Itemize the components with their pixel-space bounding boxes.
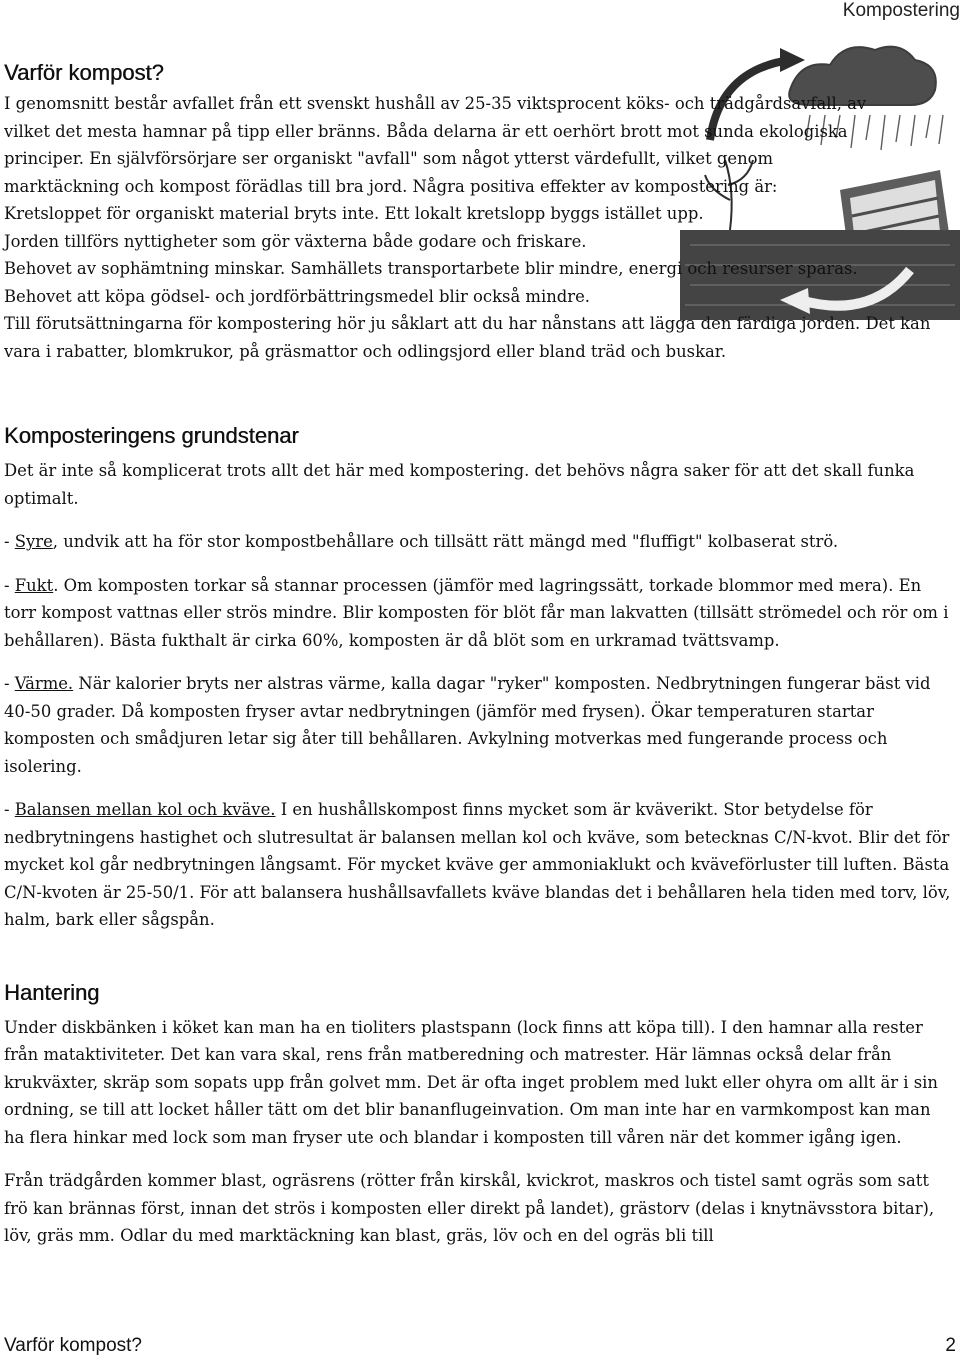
term-cn-balance: Balansen mellan kol och kväve. bbox=[14, 800, 276, 819]
item-text: . Om komposten torkar så stannar processen (jämför med lagringssätt, torkade blommor med mera). En torr kompost vattnas eller strös mindre. Blir komposten för blöt får man lakvatten (tillsätt strömedel och rör om i behållaren). Bästa fukthalt är cirka 60%, komposten är då blöt som en urkramad tvättsvamp. bbox=[4, 575, 949, 650]
why-closing: Till förutsättningarna för kompostering hör ju såklart att du har nånstans att lägga den färdiga jorden. Det kan vara i rabatter, blomkrukor, på gräsmattor och odlingsjord eller bland träd och buskar. bbox=[4, 314, 931, 361]
why-line: Behovet av sophämtning minskar. Samhällets transportarbete blir mindre, energi och resurser sparas. bbox=[4, 259, 858, 278]
basics-item-moisture bbox=[4, 572, 954, 655]
page-number: 2 bbox=[945, 1335, 956, 1356]
why-line: principer. En självförsörjare ser organiskt "avfall" som något ytterst värdefullt, vilket genom bbox=[4, 149, 774, 168]
handling-paragraph: Under diskbänken i köket kan man ha en tioliters plastspann (lock finns att köpa till). I den hamnar alla rester från mataktiviteter. Det kan vara skal, rens från matberedning och matrester. Här lämnas också delar från krukväxter, skräp som sopats upp från golvet mm. Det är ofta inget problem med lukt eller ohyra om allt är i sin ordning, se till att locket håller tätt om det blir bananflugeinvation. Om man inte har en varmkompost kan man ha flera hinkar med lock som man fryser ute och blandar i komposten till våren när det kommer igång igen. bbox=[4, 1017, 938, 1147]
page-content bbox=[4, 60, 954, 1250]
basics-item-cn-balance bbox=[4, 796, 954, 934]
item-prefix: - bbox=[4, 532, 15, 551]
basics-item-heat bbox=[4, 670, 954, 780]
item-text: I en hushållskompost finns mycket som är kväverikt. Stor betydelse för nedbrytningens hastighet och slutresultat är balansen mellan kol och kväve, som betecknas C/N-kvot. Blir det för mycket kol går nedbrytningen långsamt. För mycket kväve ger ammoniaklukt och kväveförluster till luften. Bästa C/N-kvoten är 25-50/1. För att balansera hushållsavfallets kväve blandas det i behållaren hela tiden med torv, löv, halm, bark eller sågspån. bbox=[4, 800, 951, 929]
basics-intro: Det är inte så komplicerat trots allt det här med kompostering. det behövs några saker för att det skall funka optimalt. bbox=[4, 461, 915, 508]
why-line: I genomsnitt består avfallet från ett svenskt hushåll av 25-35 viktsprocent köks- och trädgårdsavfall, av bbox=[4, 94, 867, 113]
basics-item-oxygen bbox=[4, 528, 954, 556]
item-text: När kalorier bryts ner alstras värme, kalla dagar "ryker" komposten. Nedbrytningen fungerar bäst vid 40-50 grader. Då komposten fryser avtar nedbrytningen (jämför med frysen). Ökar temperaturen startar komposten och smådjuren letar sig åter till behållaren. Avkylning motverkas med fungerande process och isolering. bbox=[4, 674, 931, 776]
why-line: Behovet att köpa gödsel- och jordförbättringsmedel blir också mindre. bbox=[4, 286, 591, 306]
footer-section-label: Varför kompost? bbox=[4, 1335, 142, 1356]
item-prefix: - bbox=[4, 674, 15, 693]
term-moisture: Fukt bbox=[14, 575, 54, 595]
section-title-why: Varför kompost? bbox=[4, 60, 164, 85]
why-line: Kretsloppet för organiskt material bryts inte. Ett lokalt kretslopp byggs istället upp. bbox=[4, 204, 704, 223]
section-title-basics: Komposteringens grundstenar bbox=[4, 423, 299, 448]
handling-paragraph: Från trädgården kommer blast, ogräsrens (rötter från kirskål, kvickrot, maskros och tistel samt ogräs som satt frö kan brännas först, innan det strös i komposten eller direkt på landet), grästorv (delas i knytnävsstora bitar), löv, gräs mm. Odlar du med marktäckning kan blast, gräs, löv och en del ogräs bli till bbox=[4, 1171, 935, 1245]
item-text: , undvik att ha för stor kompostbehållare och tillsätt rätt mängd med "fluffigt" kolbaserat strö. bbox=[52, 532, 839, 551]
section-title-handling: Hantering bbox=[4, 979, 100, 1005]
item-prefix: - bbox=[4, 575, 15, 595]
why-body bbox=[4, 90, 954, 365]
term-heat: Värme. bbox=[14, 674, 74, 693]
running-header: Kompostering bbox=[842, 0, 960, 21]
why-line: vilket det mesta hamnar på tipp eller bränns. Båda delarna är ett oerhört brott mot sunda ekologiska bbox=[4, 121, 848, 141]
why-line: Jorden tillförs nyttigheter som gör växterna både godare och friskare. bbox=[4, 231, 587, 251]
item-prefix: - bbox=[4, 800, 15, 819]
term-oxygen: Syre bbox=[14, 532, 53, 551]
why-line: marktäckning och kompost förädlas till bra jord. Några positiva effekter av kompostering är: bbox=[4, 176, 778, 196]
